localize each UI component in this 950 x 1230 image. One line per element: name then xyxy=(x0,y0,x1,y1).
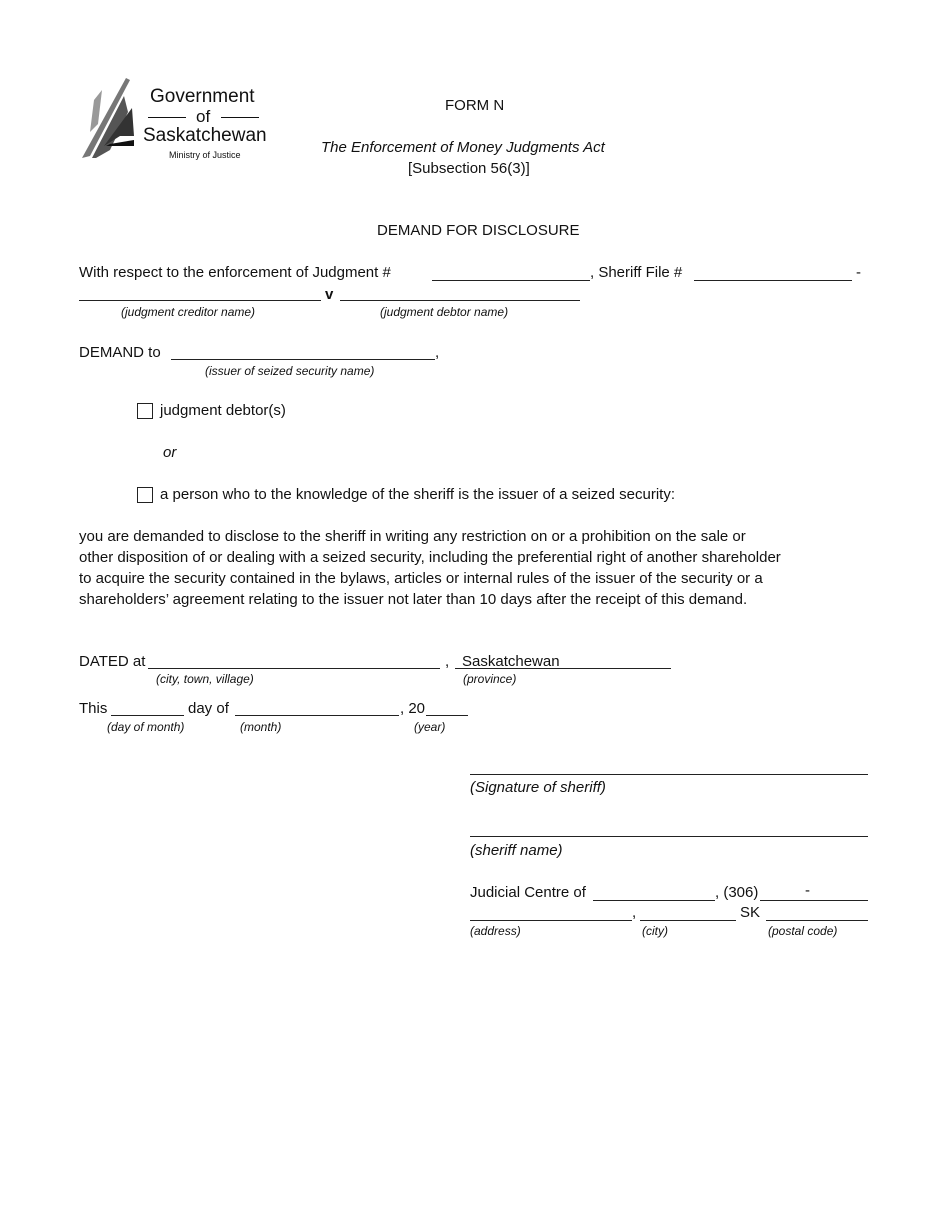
city-field[interactable] xyxy=(640,920,736,921)
logo-mark-icon xyxy=(80,74,136,160)
sheriff-file-field[interactable] xyxy=(694,280,852,281)
logo-line-saskatchewan: Saskatchewan xyxy=(143,125,267,146)
dated-at-label: DATED at xyxy=(79,653,146,670)
paragraph-line: other disposition of or dealing with a seized security, including the preferential right of another shareholder xyxy=(79,549,781,566)
sheriff-name-field[interactable] xyxy=(470,836,868,837)
phone-dash: - xyxy=(805,882,810,899)
year-caption: (year) xyxy=(414,720,446,734)
city-caption-sig: (city) xyxy=(642,924,668,938)
demand-comma: , xyxy=(435,344,440,361)
issuer-person-label: a person who to the knowledge of the sheriff is the issuer of a seized security: xyxy=(160,486,676,503)
province-caption: (province) xyxy=(463,672,517,686)
address-caption: (address) xyxy=(470,924,521,938)
versus-label: v xyxy=(325,286,334,303)
act-title: The Enforcement of Money Judgments Act xyxy=(321,139,605,156)
city-caption: (city, town, village) xyxy=(156,672,254,686)
year-prefix: , 20 xyxy=(400,700,426,717)
paragraph-line: shareholders’ agreement relating to the issuer not later than 10 days after the receipt of this demand. xyxy=(79,591,748,608)
creditor-caption: (judgment creditor name) xyxy=(121,305,256,319)
judicial-centre-field[interactable] xyxy=(593,900,715,901)
issuer-caption: (issuer of seized security name) xyxy=(205,364,375,378)
judgment-prefix: With respect to the enforcement of Judgment # xyxy=(79,264,391,281)
sheriff-file-dash: - xyxy=(856,264,861,281)
creditor-name-field[interactable] xyxy=(79,300,321,301)
day-caption: (day of month) xyxy=(107,720,185,734)
form-label: FORM N xyxy=(445,97,505,114)
logo-rule-right xyxy=(221,117,259,118)
judgment-number-field[interactable] xyxy=(432,280,590,281)
document-title: DEMAND FOR DISCLOSURE xyxy=(377,222,580,239)
postal-code-caption: (postal code) xyxy=(768,924,838,938)
phone-field[interactable] xyxy=(760,900,868,901)
judicial-centre-label: Judicial Centre of xyxy=(470,884,586,901)
signature-caption: (Signature of sheriff) xyxy=(470,779,606,796)
sheriff-name-caption: (sheriff name) xyxy=(470,842,563,859)
issuer-person-checkbox[interactable] xyxy=(137,487,153,503)
year-field[interactable] xyxy=(426,715,468,716)
postal-code-field[interactable] xyxy=(766,920,868,921)
dated-comma: , xyxy=(445,653,450,670)
day-field[interactable] xyxy=(111,715,184,716)
issuer-name-field[interactable] xyxy=(171,359,435,360)
judgment-debtor-checkbox[interactable] xyxy=(137,403,153,419)
dated-city-field[interactable] xyxy=(148,668,440,669)
province-value: Saskatchewan xyxy=(462,653,560,670)
paragraph-line: to acquire the security contained in the bylaws, articles or internal rules of the issuer of the security or a xyxy=(79,570,763,587)
logo-line-government: Government xyxy=(150,86,255,107)
paragraph-line: you are demanded to disclose to the sheriff in writing any restriction on or a prohibition on the sale or xyxy=(79,528,746,545)
debtor-name-field[interactable] xyxy=(340,300,580,301)
province-abbr: SK xyxy=(740,904,761,921)
signature-field[interactable] xyxy=(470,774,868,775)
or-label: or xyxy=(163,444,177,461)
area-code: , (306) xyxy=(715,884,759,901)
month-field[interactable] xyxy=(235,715,399,716)
address-comma: , xyxy=(632,904,637,921)
logo-line-ministry: Ministry of Justice xyxy=(169,150,241,160)
day-of-label: day of xyxy=(188,700,229,717)
debtor-caption: (judgment debtor name) xyxy=(380,305,509,319)
demand-label: DEMAND to xyxy=(79,344,161,361)
address-field[interactable] xyxy=(470,920,632,921)
judgment-debtor-label: judgment debtor(s) xyxy=(160,402,286,419)
this-label: This xyxy=(79,700,108,717)
demand-paragraph xyxy=(79,526,879,610)
month-caption: (month) xyxy=(240,720,282,734)
subsection-ref: [Subsection 56(3)] xyxy=(408,160,530,177)
logo-rule-left xyxy=(148,117,186,118)
logo-line-of: of xyxy=(196,107,211,126)
sheriff-file-label: , Sheriff File # xyxy=(590,264,683,281)
